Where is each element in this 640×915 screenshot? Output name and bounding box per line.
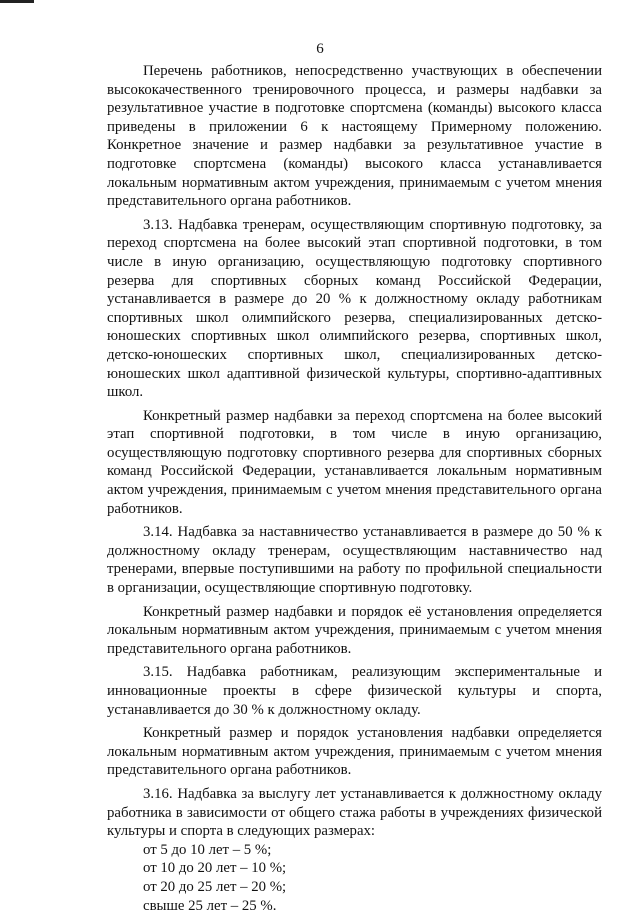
list-item: свыше 25 лет – 25 %. [143, 897, 277, 914]
paragraph-3-13: 3.13. Надбавка тренерам, осуществляющим спортивную подготовку, за переход спортсмена на более высокий этап спортивной подготовки, в том числе в иную организацию, осуществляющую подготовку спортивного резерва для спортивных сборных команд Российской Федерации, устанавливается в размере до 20 % к должностному окладу работникам спортивных школ олимпийского резерва, специализированных детско-юношеских спортивных школ олимпийского резерва, спортивных школ, детско-юношеских спортивных школ, специализированных детско-юношеских школ адаптивной физической культуры, спортивно-адаптивных школ. [107, 216, 602, 401]
seniority-bonus-list [107, 841, 602, 915]
document-body [107, 62, 602, 915]
paragraph-3-15: 3.15. Надбавка работникам, реализующим экспериментальные и инновационные проекты в сфере физической культуры и спорта, устанавливается до 30 % к должностному окладу. [107, 664, 602, 718]
paragraph-3-13-specific-amount: Конкретный размер надбавки за переход спортсмена на более высокий этап спортивной подготовки, в том числе в иную организацию, осуществляющую подготовку спортивного резерва для спортивных сборных команд Российской Федерации, устанавливается локальным нормативным актом учреждения, принимаемым с учетом мнения представительного органа работников. [107, 407, 602, 517]
paragraph-3-16: 3.16. Надбавка за выслугу лет устанавливается к должностному окладу работника в зависимости от общего стажа работы в учреждениях физической культуры и спорта в следующих размерах: [107, 785, 602, 840]
list-item: от 5 до 10 лет – 5 %; [143, 841, 272, 858]
paragraph-3-14-specific-amount: Конкретный размер надбавки и порядок её установления определяется локальным нормативным актом учреждения, принимаемым с учетом мнения представительного органа работников. [107, 603, 602, 657]
page-number: 6 [316, 41, 324, 57]
paragraph-3-14: 3.14. Надбавка за наставничество устанавливается в размере до 50 % к должностному окладу тренерам, осуществляющим наставничество над тренерами, впервые поступившими на работу по профильной специальности в организации, осуществляющие спортивную подготовку. [107, 524, 602, 597]
list-item: от 20 до 25 лет – 20 %; [143, 878, 287, 895]
scan-edge-mark [0, 0, 34, 3]
paragraph-staff-list: Перечень работников, непосредственно участвующих в обеспечении высококачественного тренировочного процесса, и размеры надбавки за результативное участие в подготовке спортсмена (команды) высокого класса приведены в приложении 6 к настоящему Примерному положению. Конкретное значение и размер надбавки за результативное участие в подготовке спортсмена (команды) высокого класса устанавливается локальным нормативным актом учреждения, принимаемым с учетом мнения представительного органа работников. [107, 63, 602, 210]
list-item: от 10 до 20 лет – 10 %; [143, 860, 287, 877]
paragraph-3-15-specific-amount: Конкретный размер и порядок установления надбавки определяется локальным нормативным актом учреждения, принимаемым с учетом мнения представительного органа работников. [107, 725, 602, 779]
